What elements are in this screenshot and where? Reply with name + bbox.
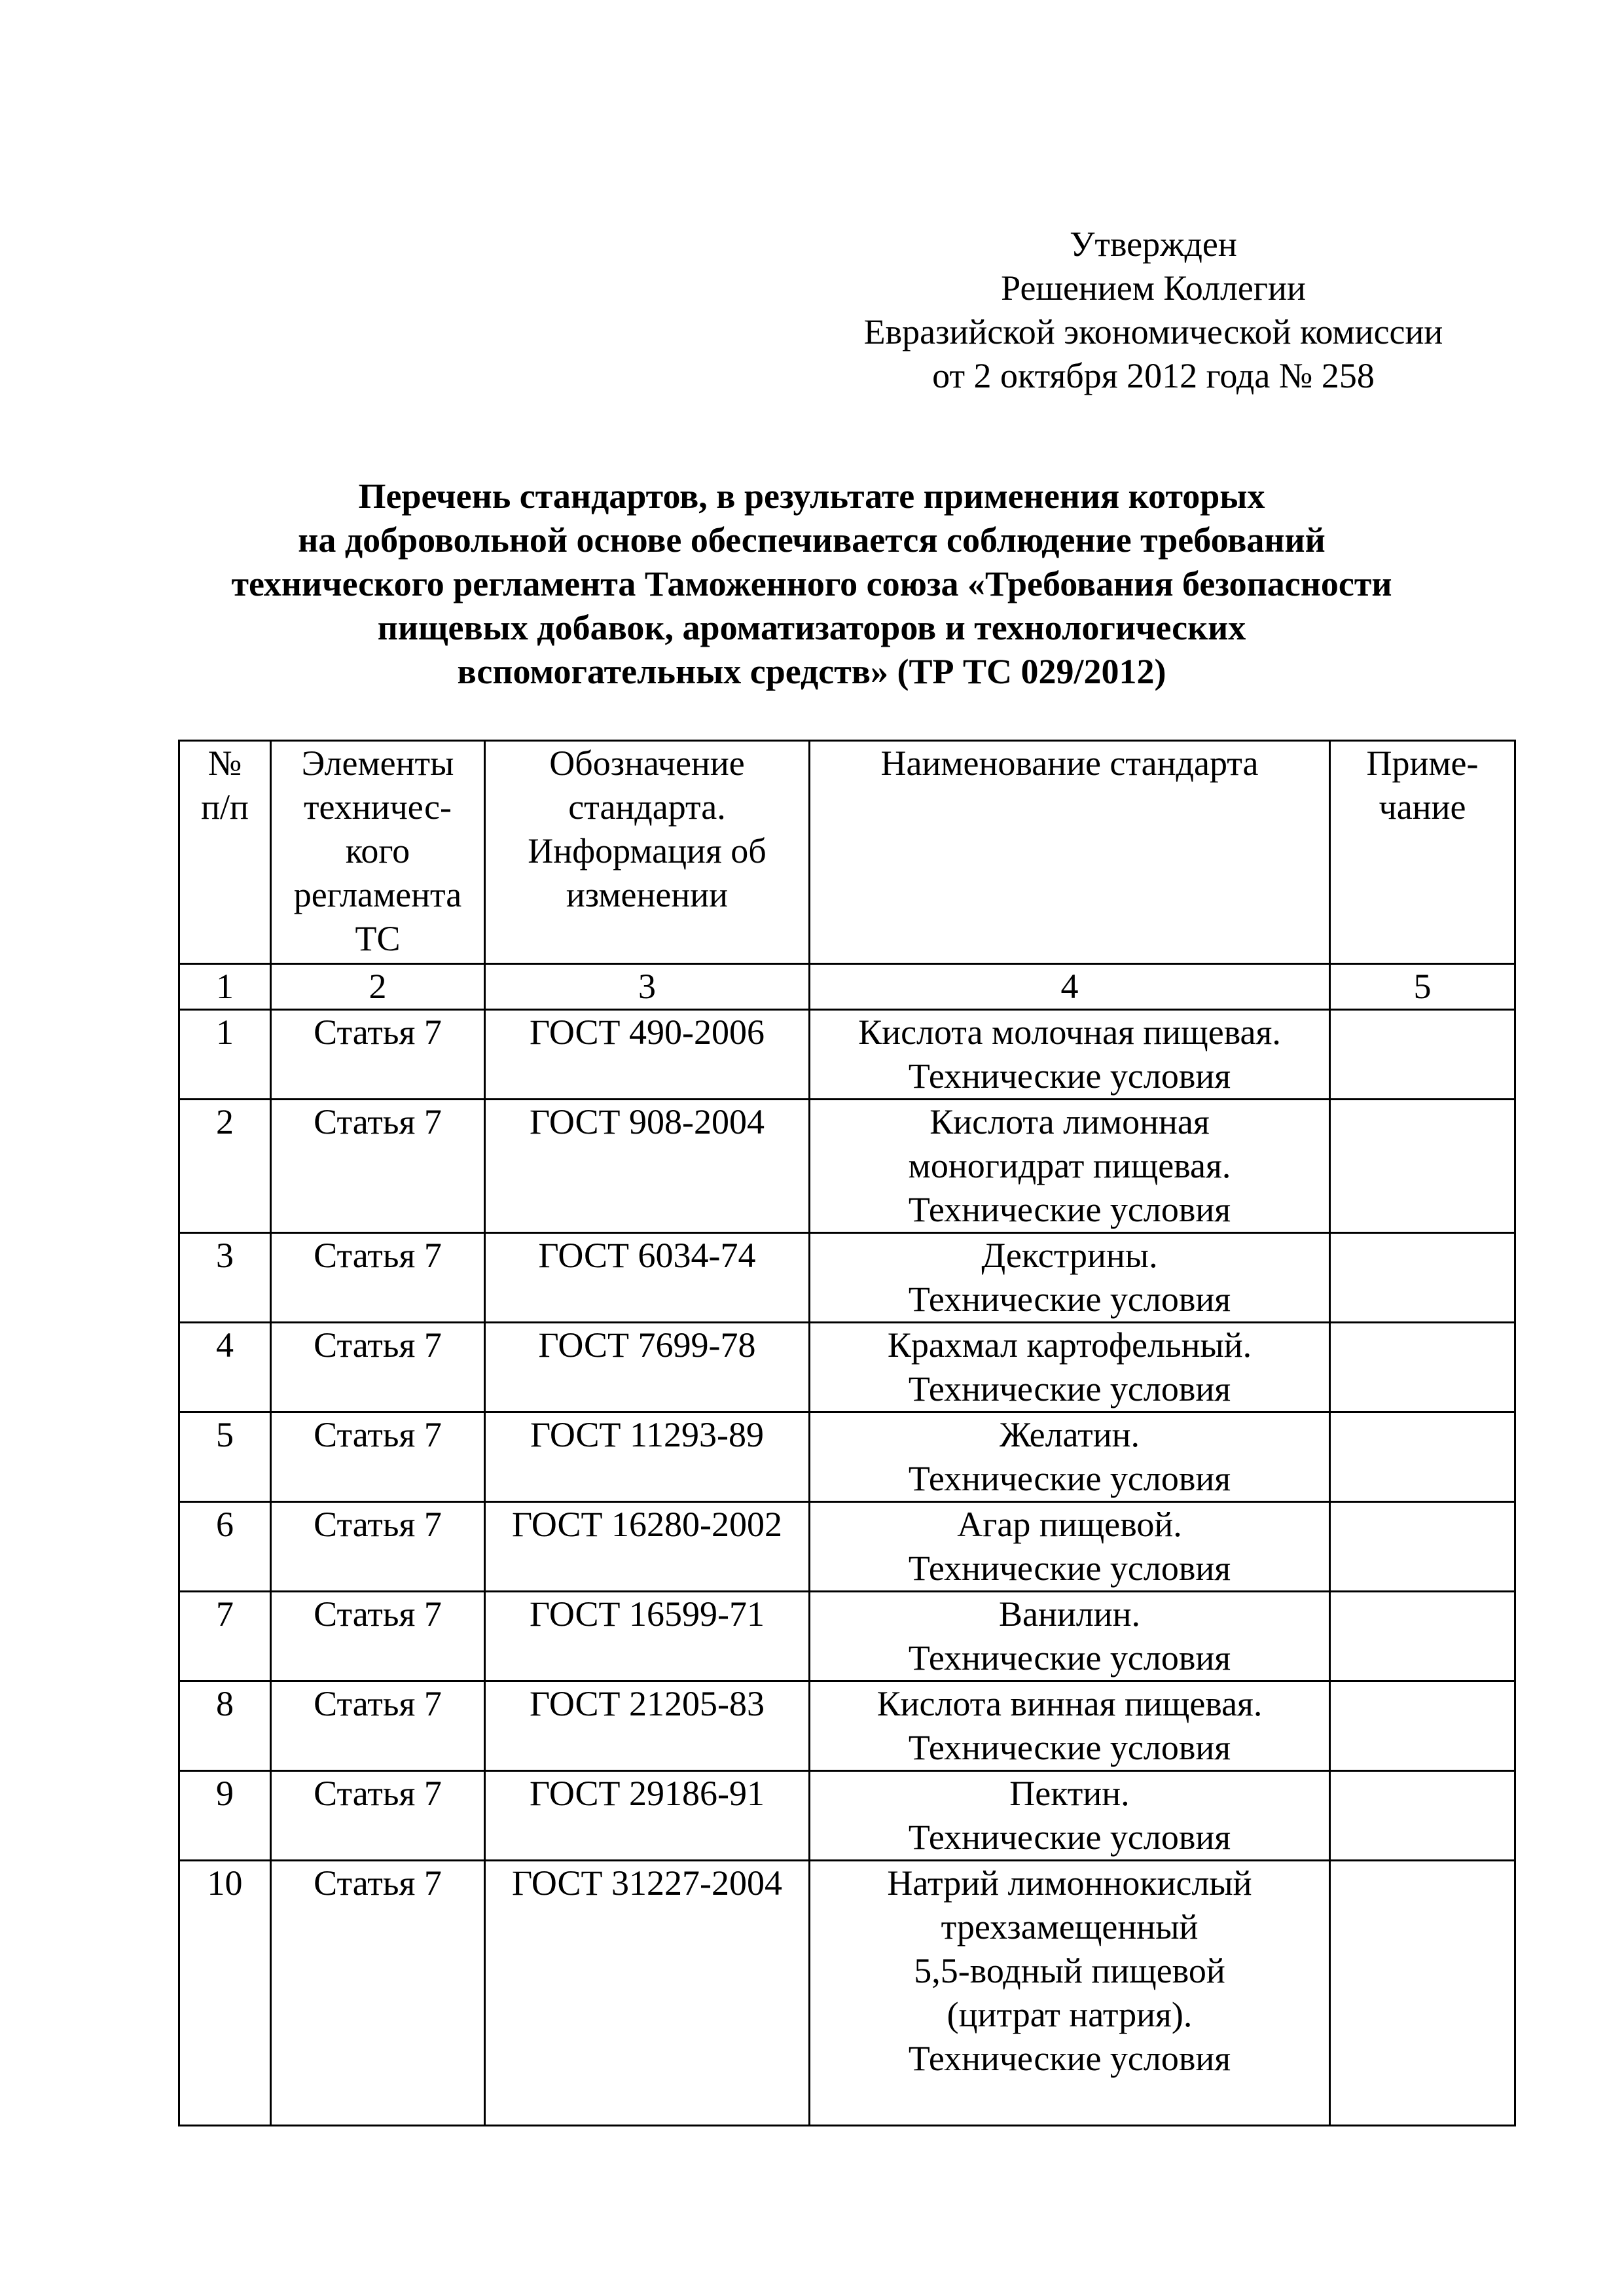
- header-designation: Обозначение стандарта. Информация об изменении: [485, 741, 810, 964]
- approval-line: Утвержден: [1070, 224, 1237, 264]
- row-number: 9: [179, 1771, 271, 1861]
- table-row: [179, 1233, 1515, 1323]
- row-designation: ГОСТ 7699-78: [485, 1323, 810, 1412]
- row-designation: ГОСТ 11293-89: [485, 1412, 810, 1502]
- row-designation: ГОСТ 16599-71: [485, 1592, 810, 1681]
- table-row: [179, 1100, 1515, 1233]
- row-standard-name: Натрий лимоннокислый трехзамещенный 5,5-водный пищевой (цитрат натрия). Технические условия: [810, 1861, 1330, 2126]
- title-line: технического регламента Таможенного союза «Требования безопасности: [231, 564, 1392, 603]
- row-designation: ГОСТ 908-2004: [485, 1100, 810, 1233]
- row-note: [1330, 1592, 1515, 1681]
- column-number: 2: [271, 964, 485, 1010]
- row-element: Статья 7: [271, 1771, 485, 1861]
- approval-line: от 2 октября 2012 года № 258: [932, 356, 1375, 395]
- row-element: Статья 7: [271, 1010, 485, 1100]
- row-designation: ГОСТ 31227-2004: [485, 1861, 810, 2126]
- row-element: Статья 7: [271, 1412, 485, 1502]
- table-row: [179, 1412, 1515, 1502]
- table-row: [179, 1681, 1515, 1771]
- row-number: 6: [179, 1502, 271, 1592]
- column-number: 4: [810, 964, 1330, 1010]
- approval-block: [826, 223, 1481, 398]
- row-number: 4: [179, 1323, 271, 1412]
- table-row: [179, 1861, 1515, 2126]
- row-element: Статья 7: [271, 1502, 485, 1592]
- row-designation: ГОСТ 6034-74: [485, 1233, 810, 1323]
- row-number: 1: [179, 1010, 271, 1100]
- title-line: на добровольной основе обеспечивается соблюдение требований: [298, 520, 1326, 560]
- row-designation: ГОСТ 16280-2002: [485, 1502, 810, 1592]
- header-number: № п/п: [179, 741, 271, 964]
- header-note: Приме- чание: [1330, 741, 1515, 964]
- row-number: 3: [179, 1233, 271, 1323]
- row-standard-name: Пектин. Технические условия: [810, 1771, 1330, 1861]
- row-note: [1330, 1771, 1515, 1861]
- row-note: [1330, 1100, 1515, 1233]
- table-row: [179, 1771, 1515, 1861]
- row-standard-name: Кислота винная пищевая. Технические условия: [810, 1681, 1330, 1771]
- row-element: Статья 7: [271, 1861, 485, 2126]
- column-number: 5: [1330, 964, 1515, 1010]
- approval-line: Решением Коллегии: [1001, 268, 1306, 308]
- header-row: [179, 741, 1515, 964]
- row-number: 5: [179, 1412, 271, 1502]
- title-line: Перечень стандартов, в результате применения которых: [358, 476, 1265, 516]
- row-standard-name: Агар пищевой. Технические условия: [810, 1502, 1330, 1592]
- row-element: Статья 7: [271, 1233, 485, 1323]
- row-designation: ГОСТ 29186-91: [485, 1771, 810, 1861]
- approval-line: Евразийской экономической комиссии: [863, 312, 1443, 351]
- table-row: [179, 1592, 1515, 1681]
- column-number-row: [179, 964, 1515, 1010]
- row-element: Статья 7: [271, 1592, 485, 1681]
- standards-table: [178, 740, 1516, 2126]
- row-standard-name: Кислота лимонная моногидрат пищевая. Технические условия: [810, 1100, 1330, 1233]
- row-standard-name: Желатин. Технические условия: [810, 1412, 1330, 1502]
- title-line: пищевых добавок, ароматизаторов и технологических: [377, 608, 1246, 647]
- row-element: Статья 7: [271, 1323, 485, 1412]
- document-title: [157, 475, 1466, 694]
- row-standard-name: Ванилин. Технические условия: [810, 1592, 1330, 1681]
- column-number: 3: [485, 964, 810, 1010]
- header-elements: Элементы техничес- кого регламента ТС: [271, 741, 485, 964]
- table-row: [179, 1502, 1515, 1592]
- column-number: 1: [179, 964, 271, 1010]
- row-standard-name: Кислота молочная пищевая. Технические условия: [810, 1010, 1330, 1100]
- row-note: [1330, 1502, 1515, 1592]
- row-note: [1330, 1861, 1515, 2126]
- table-row: [179, 1323, 1515, 1412]
- table-row: [179, 1010, 1515, 1100]
- row-note: [1330, 1412, 1515, 1502]
- row-standard-name: Крахмал картофельный. Технические условия: [810, 1323, 1330, 1412]
- header-name: Наименование стандарта: [810, 741, 1330, 964]
- row-designation: ГОСТ 490-2006: [485, 1010, 810, 1100]
- title-line: вспомогательных средств» (ТР ТС 029/2012): [457, 652, 1166, 691]
- row-designation: ГОСТ 21205-83: [485, 1681, 810, 1771]
- row-note: [1330, 1233, 1515, 1323]
- row-note: [1330, 1681, 1515, 1771]
- row-number: 2: [179, 1100, 271, 1233]
- row-element: Статья 7: [271, 1100, 485, 1233]
- row-standard-name: Декстрины. Технические условия: [810, 1233, 1330, 1323]
- row-note: [1330, 1323, 1515, 1412]
- row-note: [1330, 1010, 1515, 1100]
- row-number: 8: [179, 1681, 271, 1771]
- row-number: 10: [179, 1861, 271, 2126]
- row-number: 7: [179, 1592, 271, 1681]
- row-element: Статья 7: [271, 1681, 485, 1771]
